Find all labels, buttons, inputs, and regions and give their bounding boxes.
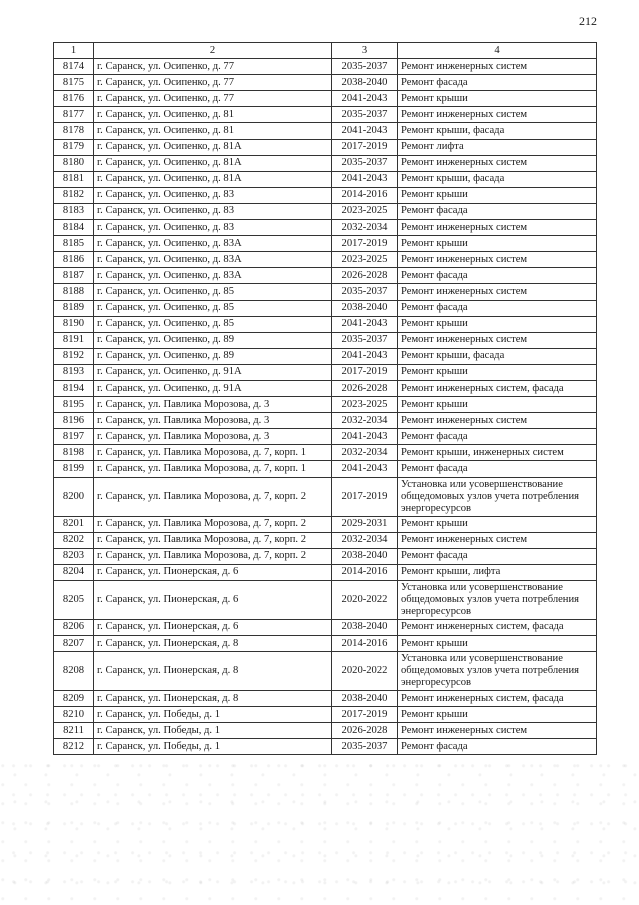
- row-address: г. Саранск, ул. Павлика Морозова, д. 7, корп. 2: [94, 548, 332, 564]
- row-address: г. Саранск, ул. Пионерская, д. 6: [94, 564, 332, 580]
- table-row: [54, 445, 597, 461]
- row-number: 8198: [54, 445, 94, 461]
- row-number: 8200: [54, 477, 94, 516]
- row-number: 8178: [54, 123, 94, 139]
- row-number: 8183: [54, 203, 94, 219]
- table-row: [54, 107, 597, 123]
- row-work-type: Ремонт крыши: [398, 187, 597, 203]
- row-period: 2023-2025: [332, 203, 398, 219]
- row-number: 8193: [54, 364, 94, 380]
- row-address: г. Саранск, ул. Павлика Морозова, д. 7, корп. 1: [94, 461, 332, 477]
- row-period: 2032-2034: [332, 532, 398, 548]
- table-row: [54, 477, 597, 516]
- table-row: [54, 171, 597, 187]
- row-address: г. Саранск, ул. Осипенко, д. 77: [94, 75, 332, 91]
- row-work-type: Ремонт крыши: [398, 91, 597, 107]
- row-address: г. Саранск, ул. Победы, д. 1: [94, 739, 332, 755]
- row-period: 2020-2022: [332, 580, 398, 619]
- row-work-type: Ремонт инженерных систем: [398, 284, 597, 300]
- table-row: [54, 723, 597, 739]
- row-period: 2038-2040: [332, 691, 398, 707]
- table-row: [54, 619, 597, 635]
- row-number: 8204: [54, 564, 94, 580]
- table-row: [54, 155, 597, 171]
- header-col-period: 3: [332, 43, 398, 59]
- row-work-type: Ремонт фасада: [398, 461, 597, 477]
- row-period: 2017-2019: [332, 139, 398, 155]
- row-address: г. Саранск, ул. Осипенко, д. 81А: [94, 139, 332, 155]
- row-work-type: Ремонт крыши, фасада: [398, 123, 597, 139]
- table-row: [54, 636, 597, 652]
- row-period: 2026-2028: [332, 723, 398, 739]
- row-work-type: Ремонт инженерных систем: [398, 532, 597, 548]
- row-period: 2035-2037: [332, 107, 398, 123]
- row-address: г. Саранск, ул. Осипенко, д. 91А: [94, 380, 332, 396]
- row-work-type: Ремонт инженерных систем: [398, 107, 597, 123]
- row-period: 2032-2034: [332, 445, 398, 461]
- table-row: [54, 564, 597, 580]
- row-work-type: Ремонт фасада: [398, 739, 597, 755]
- row-period: 2017-2019: [332, 477, 398, 516]
- row-number: 8174: [54, 59, 94, 75]
- row-address: г. Саранск, ул. Осипенко, д. 81А: [94, 155, 332, 171]
- row-number: 8186: [54, 252, 94, 268]
- row-number: 8202: [54, 532, 94, 548]
- row-address: г. Саранск, ул. Победы, д. 1: [94, 723, 332, 739]
- row-period: 2032-2034: [332, 220, 398, 236]
- table-row: [54, 461, 597, 477]
- row-work-type: Ремонт крыши: [398, 316, 597, 332]
- table-row: [54, 364, 597, 380]
- row-address: г. Саранск, ул. Павлика Морозова, д. 7, корп. 1: [94, 445, 332, 461]
- row-number: 8199: [54, 461, 94, 477]
- row-period: 2023-2025: [332, 252, 398, 268]
- table-row: [54, 284, 597, 300]
- row-period: 2035-2037: [332, 155, 398, 171]
- row-work-type: Установка или усовершенствование общедомовых узлов учета потребления энергоресурсов: [398, 652, 597, 691]
- row-period: 2041-2043: [332, 348, 398, 364]
- row-work-type: Ремонт фасада: [398, 268, 597, 284]
- row-number: 8201: [54, 516, 94, 532]
- row-period: 2014-2016: [332, 187, 398, 203]
- row-number: 8196: [54, 413, 94, 429]
- row-address: г. Саранск, ул. Осипенко, д. 85: [94, 284, 332, 300]
- row-work-type: Ремонт фасада: [398, 300, 597, 316]
- row-work-type: Ремонт фасада: [398, 203, 597, 219]
- row-period: 2038-2040: [332, 75, 398, 91]
- row-period: 2026-2028: [332, 268, 398, 284]
- header-col-work: 4: [398, 43, 597, 59]
- row-address: г. Саранск, ул. Пионерская, д. 8: [94, 691, 332, 707]
- table-row: [54, 75, 597, 91]
- row-number: 8177: [54, 107, 94, 123]
- row-address: г. Саранск, ул. Осипенко, д. 77: [94, 91, 332, 107]
- row-address: г. Саранск, ул. Осипенко, д. 83А: [94, 268, 332, 284]
- table-row: [54, 516, 597, 532]
- row-number: 8208: [54, 652, 94, 691]
- row-period: 2017-2019: [332, 236, 398, 252]
- row-work-type: Ремонт крыши, лифта: [398, 564, 597, 580]
- scan-noise: [0, 760, 639, 905]
- row-period: 2035-2037: [332, 59, 398, 75]
- row-address: г. Саранск, ул. Павлика Морозова, д. 7, корп. 2: [94, 532, 332, 548]
- row-work-type: Ремонт инженерных систем: [398, 59, 597, 75]
- row-work-type: Ремонт инженерных систем: [398, 155, 597, 171]
- table-row: [54, 332, 597, 348]
- table-row: [54, 652, 597, 691]
- row-period: 2026-2028: [332, 380, 398, 396]
- row-work-type: Ремонт фасада: [398, 75, 597, 91]
- table-row: [54, 580, 597, 619]
- row-address: г. Саранск, ул. Пионерская, д. 6: [94, 580, 332, 619]
- row-work-type: Ремонт инженерных систем: [398, 252, 597, 268]
- row-address: г. Саранск, ул. Осипенко, д. 85: [94, 316, 332, 332]
- row-number: 8195: [54, 397, 94, 413]
- row-address: г. Саранск, ул. Осипенко, д. 83: [94, 187, 332, 203]
- row-address: г. Саранск, ул. Осипенко, д. 81А: [94, 171, 332, 187]
- row-address: г. Саранск, ул. Пионерская, д. 6: [94, 619, 332, 635]
- repair-schedule-table: [53, 42, 597, 755]
- row-work-type: Ремонт фасада: [398, 548, 597, 564]
- row-address: г. Саранск, ул. Осипенко, д. 83А: [94, 236, 332, 252]
- row-work-type: Ремонт крыши: [398, 364, 597, 380]
- row-number: 8185: [54, 236, 94, 252]
- row-number: 8203: [54, 548, 94, 564]
- row-number: 8184: [54, 220, 94, 236]
- table-row: [54, 123, 597, 139]
- row-number: 8211: [54, 723, 94, 739]
- row-address: г. Саранск, ул. Осипенко, д. 91А: [94, 364, 332, 380]
- table-row: [54, 532, 597, 548]
- table-row: [54, 59, 597, 75]
- table-row: [54, 203, 597, 219]
- row-work-type: Ремонт инженерных систем: [398, 413, 597, 429]
- row-number: 8180: [54, 155, 94, 171]
- row-work-type: Ремонт крыши, фасада: [398, 171, 597, 187]
- row-period: 2041-2043: [332, 91, 398, 107]
- row-work-type: Ремонт крыши: [398, 516, 597, 532]
- row-work-type: Ремонт инженерных систем: [398, 723, 597, 739]
- row-period: 2014-2016: [332, 564, 398, 580]
- row-work-type: Установка или усовершенствование общедомовых узлов учета потребления энергоресурсов: [398, 477, 597, 516]
- row-period: 2035-2037: [332, 332, 398, 348]
- row-period: 2017-2019: [332, 707, 398, 723]
- table-row: [54, 380, 597, 396]
- row-number: 8187: [54, 268, 94, 284]
- row-period: 2041-2043: [332, 316, 398, 332]
- row-number: 8205: [54, 580, 94, 619]
- row-period: 2038-2040: [332, 548, 398, 564]
- row-address: г. Саранск, ул. Павлика Морозова, д. 3: [94, 413, 332, 429]
- table-row: [54, 187, 597, 203]
- row-number: 8182: [54, 187, 94, 203]
- row-address: г. Саранск, ул. Победы, д. 1: [94, 707, 332, 723]
- row-address: г. Саранск, ул. Павлика Морозова, д. 3: [94, 397, 332, 413]
- row-period: 2038-2040: [332, 300, 398, 316]
- header-col-address: 2: [94, 43, 332, 59]
- row-number: 8175: [54, 75, 94, 91]
- row-number: 8179: [54, 139, 94, 155]
- table-row: [54, 691, 597, 707]
- row-work-type: Ремонт лифта: [398, 139, 597, 155]
- row-address: г. Саранск, ул. Осипенко, д. 89: [94, 348, 332, 364]
- row-number: 8212: [54, 739, 94, 755]
- row-address: г. Саранск, ул. Осипенко, д. 83: [94, 220, 332, 236]
- table-row: [54, 397, 597, 413]
- row-address: г. Саранск, ул. Павлика Морозова, д. 7, корп. 2: [94, 516, 332, 532]
- row-work-type: Ремонт инженерных систем: [398, 332, 597, 348]
- row-address: г. Саранск, ул. Осипенко, д. 81: [94, 107, 332, 123]
- table-row: [54, 707, 597, 723]
- row-address: г. Саранск, ул. Пионерская, д. 8: [94, 636, 332, 652]
- page-number: 212: [579, 14, 597, 28]
- row-number: 8209: [54, 691, 94, 707]
- row-period: 2035-2037: [332, 739, 398, 755]
- row-number: 8189: [54, 300, 94, 316]
- row-period: 2041-2043: [332, 429, 398, 445]
- row-number: 8206: [54, 619, 94, 635]
- table-row: [54, 220, 597, 236]
- table-row: [54, 268, 597, 284]
- row-address: г. Саранск, ул. Осипенко, д. 81: [94, 123, 332, 139]
- row-work-type: Ремонт крыши: [398, 236, 597, 252]
- row-period: 2038-2040: [332, 619, 398, 635]
- row-address: г. Саранск, ул. Павлика Морозова, д. 7, корп. 2: [94, 477, 332, 516]
- row-address: г. Саранск, ул. Осипенко, д. 89: [94, 332, 332, 348]
- row-work-type: Ремонт фасада: [398, 429, 597, 445]
- row-period: 2041-2043: [332, 171, 398, 187]
- row-period: 2041-2043: [332, 123, 398, 139]
- table-row: [54, 300, 597, 316]
- table-row: [54, 413, 597, 429]
- row-number: 8194: [54, 380, 94, 396]
- row-work-type: Ремонт инженерных систем, фасада: [398, 691, 597, 707]
- row-number: 8190: [54, 316, 94, 332]
- row-work-type: Ремонт крыши: [398, 397, 597, 413]
- table-header-row: [54, 43, 597, 59]
- row-work-type: Ремонт инженерных систем, фасада: [398, 380, 597, 396]
- row-number: 8207: [54, 636, 94, 652]
- row-address: г. Саранск, ул. Пионерская, д. 8: [94, 652, 332, 691]
- row-period: 2029-2031: [332, 516, 398, 532]
- table-row: [54, 739, 597, 755]
- table-row: [54, 429, 597, 445]
- row-period: 2041-2043: [332, 461, 398, 477]
- row-number: 8191: [54, 332, 94, 348]
- table-row: [54, 139, 597, 155]
- row-period: 2035-2037: [332, 284, 398, 300]
- row-work-type: Ремонт крыши: [398, 707, 597, 723]
- row-number: 8176: [54, 91, 94, 107]
- table-row: [54, 252, 597, 268]
- row-address: г. Саранск, ул. Осипенко, д. 83А: [94, 252, 332, 268]
- row-period: 2020-2022: [332, 652, 398, 691]
- row-period: 2014-2016: [332, 636, 398, 652]
- row-number: 8188: [54, 284, 94, 300]
- table-row: [54, 236, 597, 252]
- row-work-type: Установка или усовершенствование общедомовых узлов учета потребления энергоресурсов: [398, 580, 597, 619]
- row-address: г. Саранск, ул. Осипенко, д. 77: [94, 59, 332, 75]
- row-number: 8192: [54, 348, 94, 364]
- row-address: г. Саранск, ул. Осипенко, д. 83: [94, 203, 332, 219]
- table-row: [54, 91, 597, 107]
- header-col-number: 1: [54, 43, 94, 59]
- row-work-type: Ремонт крыши: [398, 636, 597, 652]
- row-work-type: Ремонт крыши, инженерных систем: [398, 445, 597, 461]
- table-row: [54, 316, 597, 332]
- table-row: [54, 348, 597, 364]
- row-period: 2023-2025: [332, 397, 398, 413]
- row-address: г. Саранск, ул. Осипенко, д. 85: [94, 300, 332, 316]
- row-address: г. Саранск, ул. Павлика Морозова, д. 3: [94, 429, 332, 445]
- row-number: 8181: [54, 171, 94, 187]
- row-period: 2017-2019: [332, 364, 398, 380]
- row-work-type: Ремонт инженерных систем: [398, 220, 597, 236]
- row-number: 8197: [54, 429, 94, 445]
- row-work-type: Ремонт инженерных систем, фасада: [398, 619, 597, 635]
- row-period: 2032-2034: [332, 413, 398, 429]
- row-work-type: Ремонт крыши, фасада: [398, 348, 597, 364]
- row-number: 8210: [54, 707, 94, 723]
- table-row: [54, 548, 597, 564]
